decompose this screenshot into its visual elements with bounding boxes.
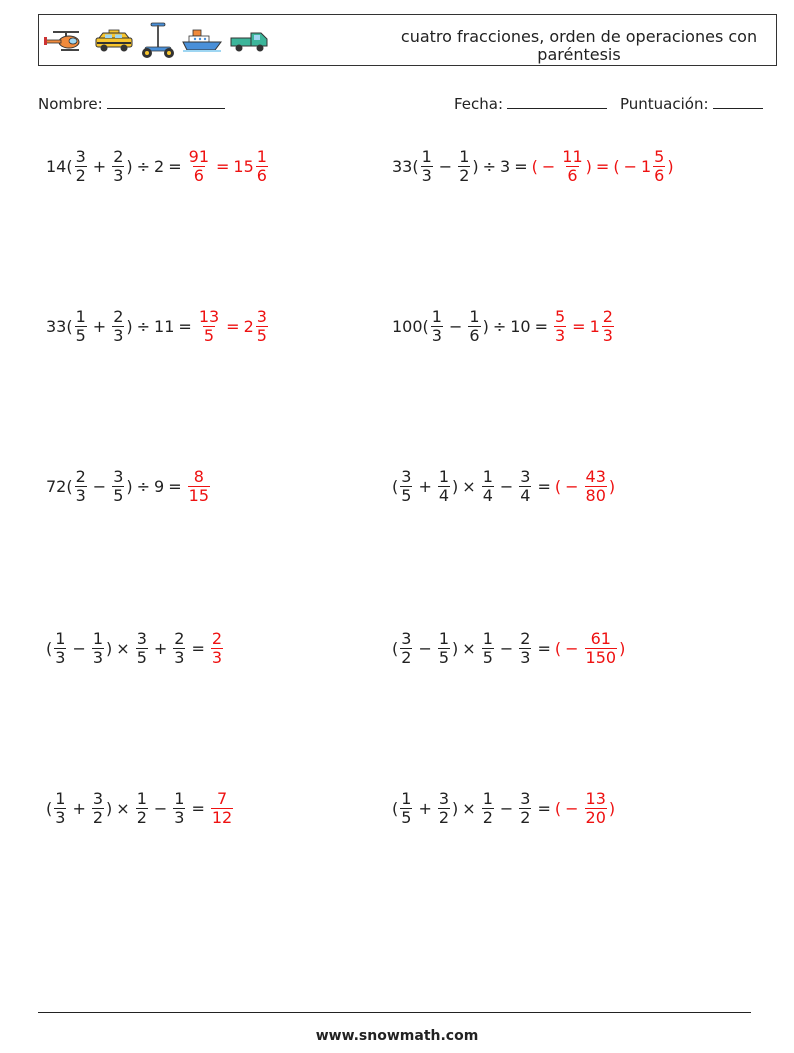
fraction [136,790,148,827]
denominator: 3 [174,648,185,667]
taxi-icon [93,28,135,54]
numerator: 7 [216,789,228,808]
answer [555,630,625,667]
answer [555,468,615,505]
math-number: ( [531,157,538,176]
denominator: 5 [113,486,124,505]
fraction [173,790,185,827]
operator: ÷ [136,317,151,336]
denominator: 6 [193,166,204,185]
fraction [431,308,443,345]
math-number: ) [585,157,592,176]
operator: = [595,157,610,176]
worksheet-title: cuatro fracciones, orden de operaciones con paréntesis [400,27,758,64]
math-number: 9 [154,477,165,496]
math-number: ( [392,799,399,818]
numerator: 61 [590,629,611,648]
numerator: 8 [193,467,204,486]
math-number: ) [106,799,113,818]
numerator: 43 [585,467,606,486]
denominator: 3 [113,166,124,185]
numerator: 11 [562,147,583,166]
name-label: Nombre: [38,95,103,113]
operator: × [462,799,476,818]
denominator: 2 [482,808,493,827]
problem-9 [46,790,235,827]
fraction [75,148,87,185]
operator: = [216,157,230,176]
denominator: 5 [482,648,493,667]
math-number: 3 [500,157,511,176]
math-number: ) [126,477,133,496]
numerator: 13 [198,307,220,326]
fraction [585,468,607,505]
operator: = [572,317,586,336]
numerator: 3 [520,789,531,808]
fraction [438,630,450,667]
equals-sign: = [537,799,551,818]
fraction [188,468,210,505]
fraction [561,148,583,185]
denominator: 3 [92,648,104,667]
fraction [585,630,618,667]
problem-10 [392,790,615,827]
numerator: 1 [421,147,432,166]
denominator: 2 [520,808,531,827]
numerator: 1 [438,629,450,648]
denominator: 2 [75,166,86,185]
operator: + [92,317,107,336]
math-number: 1 [589,317,600,336]
numerator: 2 [174,629,185,648]
math-number: 100( [392,317,429,336]
fraction [482,468,494,505]
fraction [438,790,450,827]
numerator: 2 [75,467,86,486]
operator: − [438,157,453,176]
denominator: 3 [55,808,66,827]
denominator: 6 [469,326,480,345]
numerator: 1 [459,147,470,166]
fraction [458,148,470,185]
fraction [400,630,412,667]
denominator: 20 [585,808,606,827]
math-number: ) [608,477,616,496]
math-number: ( [46,799,53,818]
numerator: 3 [92,789,104,808]
denominator: 4 [482,486,493,505]
fraction [198,308,220,345]
math-number: 33( [46,317,73,336]
math-number: ) [482,317,489,336]
fraction [211,790,233,827]
fraction [602,308,614,345]
math-number: 14( [46,157,73,176]
math-number: 33( [392,157,419,176]
name-line[interactable] [107,94,225,109]
denominator: 12 [211,808,233,827]
fraction [519,468,531,505]
denominator: 2 [401,648,412,667]
numerator: 3 [256,307,267,326]
numerator: 1 [55,629,66,648]
numerator: 2 [602,307,613,326]
numerator: 3 [520,467,531,486]
numerator: 1 [482,789,493,808]
numerator: 3 [401,629,412,648]
fraction [400,468,412,505]
problem-2 [392,148,674,185]
fraction [554,308,566,345]
operator: − [92,477,107,496]
answer [552,308,616,345]
equals-sign: = [178,317,192,336]
operator: − [499,477,514,496]
numerator: 2 [520,629,531,648]
denominator: 2 [459,166,470,185]
denominator: 5 [136,648,147,667]
date-label: Fecha: [454,95,504,113]
fraction [468,308,480,345]
score-label: Puntuación: [620,95,709,113]
equals-sign: = [168,477,182,496]
denominator: 80 [585,486,606,505]
operator: − [623,157,637,176]
denominator: 3 [75,486,86,505]
score-field [620,94,763,113]
fraction [519,790,531,827]
operator: × [462,639,476,658]
equals-sign: = [534,317,548,336]
operator: − [541,157,556,176]
date-field [454,94,607,113]
numerator: 1 [75,307,86,326]
operator: = [226,317,240,336]
math-number: ( [613,157,620,176]
math-number: ) [608,799,616,818]
problem-4 [392,308,616,345]
numerator: 1 [431,307,442,326]
operator: + [92,157,107,176]
denominator: 3 [421,166,432,185]
operator: − [499,639,514,658]
math-number: ( [392,477,399,496]
math-number: ) [667,157,674,176]
operator: − [448,317,463,336]
math-number: ) [452,799,459,818]
math-number: 1 [640,157,652,176]
fraction [54,790,66,827]
fraction [400,790,412,827]
denominator: 150 [585,648,617,667]
operator: × [116,799,130,818]
answer [196,308,270,345]
numerator: 3 [75,147,86,166]
operator: ÷ [492,317,507,336]
date-line[interactable] [507,94,607,109]
denominator: 5 [401,486,412,505]
fraction [136,630,148,667]
numerator: 2 [211,629,223,648]
math-number: ) [619,639,626,658]
footer-divider [38,1012,751,1013]
math-number: ) [126,317,133,336]
numerator: 5 [654,147,665,166]
denominator: 15 [188,486,209,505]
numerator: 1 [438,467,450,486]
numerator: 1 [55,789,66,808]
math-number: 11 [154,317,175,336]
numerator: 1 [482,467,493,486]
denominator: 6 [256,166,267,185]
numerator: 3 [438,789,450,808]
operator: + [72,799,86,818]
operator: − [565,639,579,658]
math-number: 15 [233,157,254,176]
operator: × [462,477,476,496]
math-number: ( [554,477,562,496]
denominator: 2 [438,808,450,827]
numerator: 3 [113,467,124,486]
fraction [421,148,433,185]
fraction [112,468,124,505]
problem-1 [46,148,270,185]
math-number: ) [452,477,459,496]
denominator: 5 [203,326,215,345]
equals-sign: = [537,639,551,658]
answer [209,630,225,667]
operator: − [418,639,432,658]
fraction [54,630,66,667]
vehicle-icons [43,21,271,61]
fraction [92,790,104,827]
math-number: ( [392,639,399,658]
math-number: ) [126,157,133,176]
math-number: 10 [510,317,531,336]
scooter-icon [141,21,175,61]
operator: × [116,639,130,658]
denominator: 5 [401,808,412,827]
operator: ÷ [482,157,497,176]
answer [555,790,615,827]
numerator: 3 [401,467,412,486]
denominator: 3 [55,648,66,667]
answer [186,148,270,185]
denominator: 3 [113,326,124,345]
fraction [75,308,87,345]
numerator: 1 [256,147,267,166]
operator: ÷ [136,477,151,496]
math-number: ( [46,639,53,658]
ship-icon [181,26,223,56]
problem-7 [46,630,225,667]
math-number: ) [106,639,113,658]
answer [186,468,212,505]
denominator: 2 [136,808,147,827]
math-number: ( [554,799,562,818]
fraction [653,148,665,185]
denominator: 3 [554,326,566,345]
operator: + [153,639,168,658]
answer [532,148,674,185]
fraction [188,148,210,185]
numerator: 1 [174,789,185,808]
fraction [438,468,450,505]
numerator: 1 [482,629,493,648]
numerator: 1 [401,789,412,808]
numerator: 5 [554,307,566,326]
numerator: 2 [113,307,124,326]
denominator: 3 [520,648,531,667]
fraction [173,630,185,667]
footer-url: www.snowmath.com [315,1028,479,1044]
fraction [211,630,223,667]
helicopter-icon [43,28,87,54]
equals-sign: = [168,157,182,176]
math-number: 72( [46,477,73,496]
numerator: 91 [188,147,209,166]
fraction [112,308,124,345]
numerator: 2 [113,147,124,166]
operator: + [418,477,432,496]
operator: − [565,799,579,818]
fraction [75,468,87,505]
operator: + [418,799,432,818]
numerator: 1 [92,629,104,648]
denominator: 3 [174,808,185,827]
problem-5 [46,468,212,505]
denominator: 3 [211,648,223,667]
operator: ÷ [136,157,151,176]
math-number: ) [472,157,479,176]
fraction [256,308,268,345]
math-number: ( [554,639,562,658]
denominator: 6 [567,166,578,185]
denominator: 5 [256,326,267,345]
equals-sign: = [191,799,205,818]
operator: − [72,639,86,658]
answer [209,790,235,827]
fraction [482,630,494,667]
score-line[interactable] [713,94,763,109]
numerator: 13 [585,789,606,808]
denominator: 4 [438,486,450,505]
numerator: 1 [469,307,480,326]
math-number: 2 [154,157,165,176]
fraction [112,148,124,185]
numerator: 1 [136,789,147,808]
math-number: 2 [243,317,254,336]
denominator: 2 [92,808,104,827]
fraction [585,790,607,827]
equals-sign: = [537,477,551,496]
name-field [38,94,225,113]
equals-sign: = [191,639,205,658]
operator: − [565,477,579,496]
denominator: 3 [602,326,613,345]
fraction [92,630,104,667]
denominator: 3 [431,326,442,345]
denominator: 4 [520,486,531,505]
math-number: ) [452,639,459,658]
operator: − [499,799,514,818]
denominator: 6 [654,166,665,185]
equals-sign: = [514,157,528,176]
fraction [519,630,531,667]
problem-3 [46,308,270,345]
numerator: 3 [136,629,147,648]
truck-icon [229,28,271,54]
problem-6 [392,468,615,505]
fraction [256,148,268,185]
fraction [482,790,494,827]
worksheet-header [38,14,777,66]
problem-8 [392,630,625,667]
denominator: 5 [75,326,86,345]
denominator: 5 [438,648,450,667]
operator: − [153,799,168,818]
